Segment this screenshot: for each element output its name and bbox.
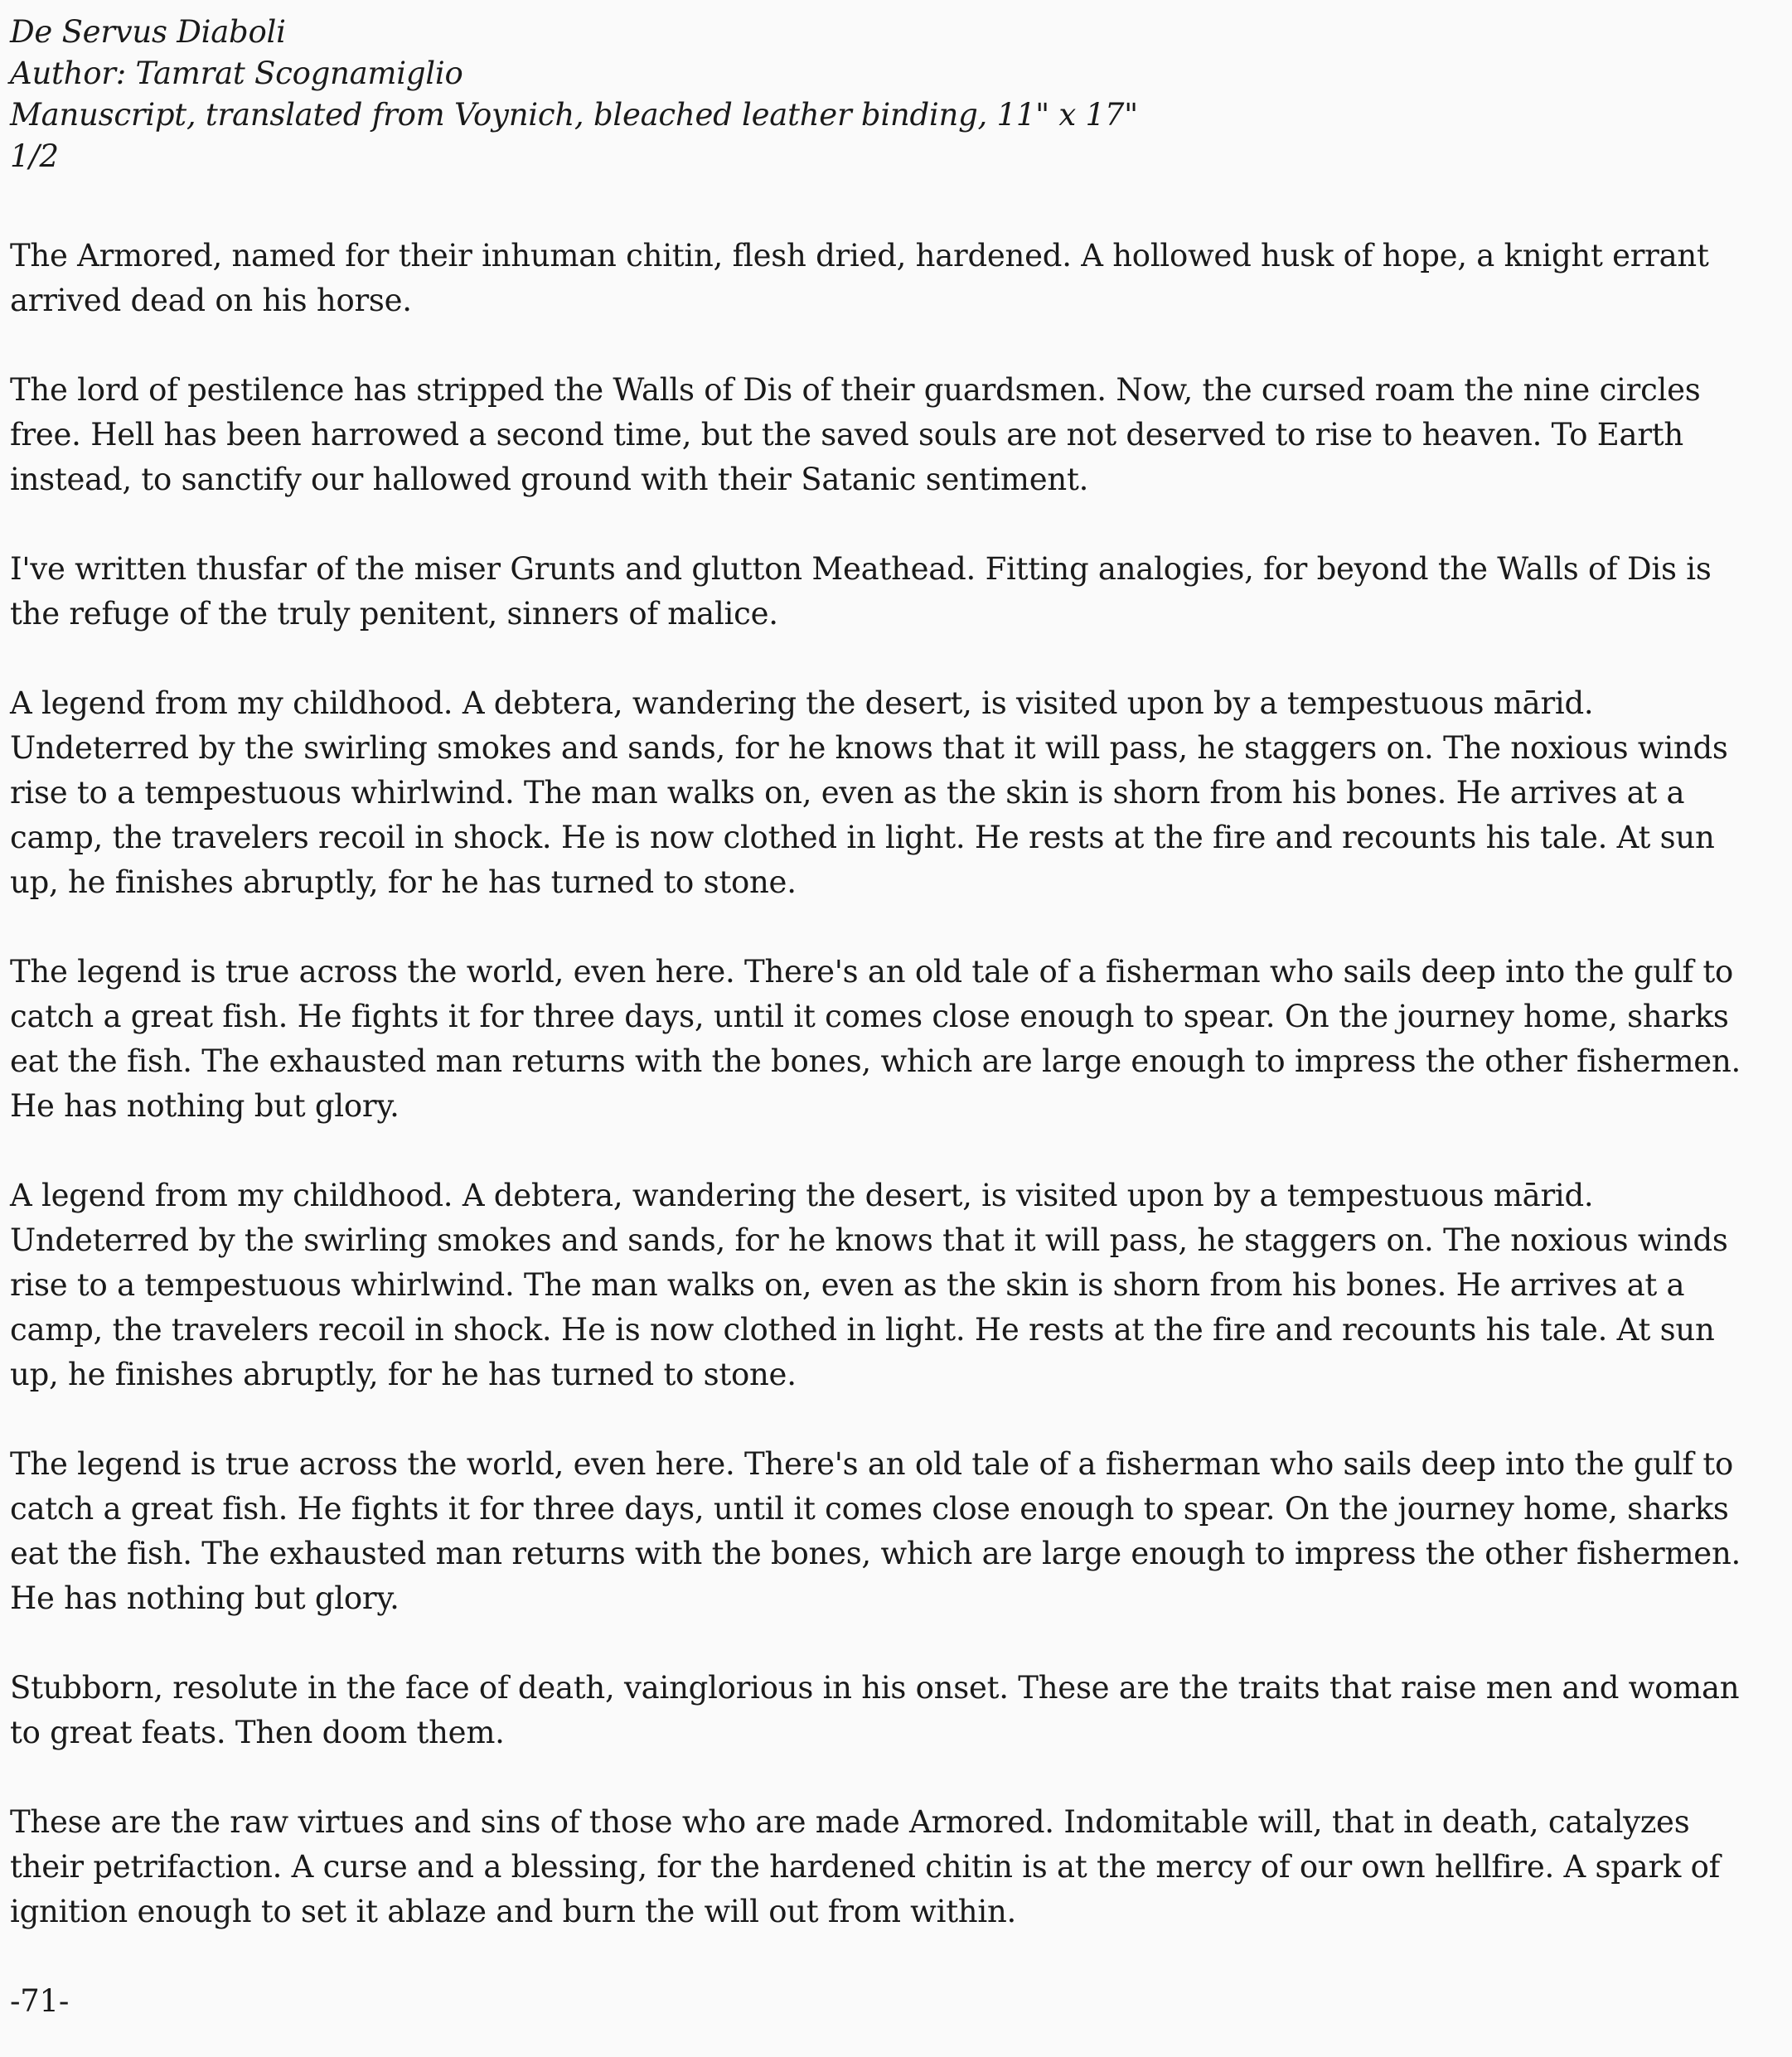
- page-number: -71-: [10, 1983, 70, 2019]
- paragraph: The Armored, named for their inhuman chitin, flesh dried, hardened. A hollowed husk of hope, a knight errant arrived dead on his horse.: [10, 238, 1709, 318]
- paragraph: The legend is true across the world, even here. There's an old tale of a fisherman who sails deep into the gulf to catch a great fish. He fights it for three days, until it comes close enough to spear. On the journey home, sharks eat the fish. The exhausted man returns with the bones, which are large enough to impress the other fishermen. He has nothing but glory.: [10, 954, 1741, 1124]
- paragraph: A legend from my childhood. A debtera, wandering the desert, is visited upon by a tempestuous mārid. Undeterred by the swirling smokes and sands, for he knows that it will pass, he staggers on. The noxious winds rise to a tempestuous whirlwind. The man walks on, even as the skin is shorn from his bones. He arrives at a camp, the travelers recoil in shock. He is now clothed in light. He rests at the fire and recounts his tale. At sun up, he finishes abruptly, for he has turned to stone.: [10, 1178, 1728, 1392]
- page-indicator: 1/2: [10, 138, 59, 174]
- manuscript-author: Author: Tamrat Scognamiglio: [10, 56, 463, 91]
- paragraph: These are the raw virtues and sins of those who are made Armored. Indomitable will, that in death, catalyzes their petrifaction. A curse and a blessing, for the hardened chitin is at the mercy of our own hellfire. A spark of ignition enough to set it ablaze and burn the will out from within.: [10, 1804, 1721, 1929]
- manuscript-body: [10, 234, 1769, 1934]
- paragraph: The legend is true across the world, even here. There's an old tale of a fisherman who sails deep into the gulf to catch a great fish. He fights it for three days, until it comes close enough to spear. On the journey home, sharks eat the fish. The exhausted man returns with the bones, which are large enough to impress the other fishermen. He has nothing but glory.: [10, 1446, 1741, 1616]
- paragraph: A legend from my childhood. A debtera, wandering the desert, is visited upon by a tempestuous mārid. Undeterred by the swirling smokes and sands, for he knows that it will pass, he staggers on. The noxious winds rise to a tempestuous whirlwind. The man walks on, even as the skin is shorn from his bones. He arrives at a camp, the travelers recoil in shock. He is now clothed in light. He rests at the fire and recounts his tale. At sun up, he finishes abruptly, for he has turned to stone.: [10, 685, 1728, 900]
- paragraph: Stubborn, resolute in the face of death, vainglorious in his onset. These are the traits that raise men and woman to great feats. Then doom them.: [10, 1670, 1740, 1750]
- paragraph: The lord of pestilence has stripped the Walls of Dis of their guardsmen. Now, the cursed roam the nine circles free. Hell has been harrowed a second time, but the saved souls are not deserved to rise to heaven. To Earth instead, to sanctify our hallowed ground with their Satanic sentiment.: [10, 372, 1701, 497]
- manuscript-header: [10, 12, 1769, 177]
- paragraph: I've written thusfar of the miser Grunts and glutton Meathead. Fitting analogies, for beyond the Walls of Dis is the refuge of the truly penitent, sinners of malice.: [10, 551, 1712, 632]
- manuscript-footer: [10, 1979, 1769, 2024]
- manuscript-title: De Servus Diaboli: [10, 14, 286, 50]
- manuscript-medium: Manuscript, translated from Voynich, bleached leather binding, 11" x 17": [10, 97, 1138, 133]
